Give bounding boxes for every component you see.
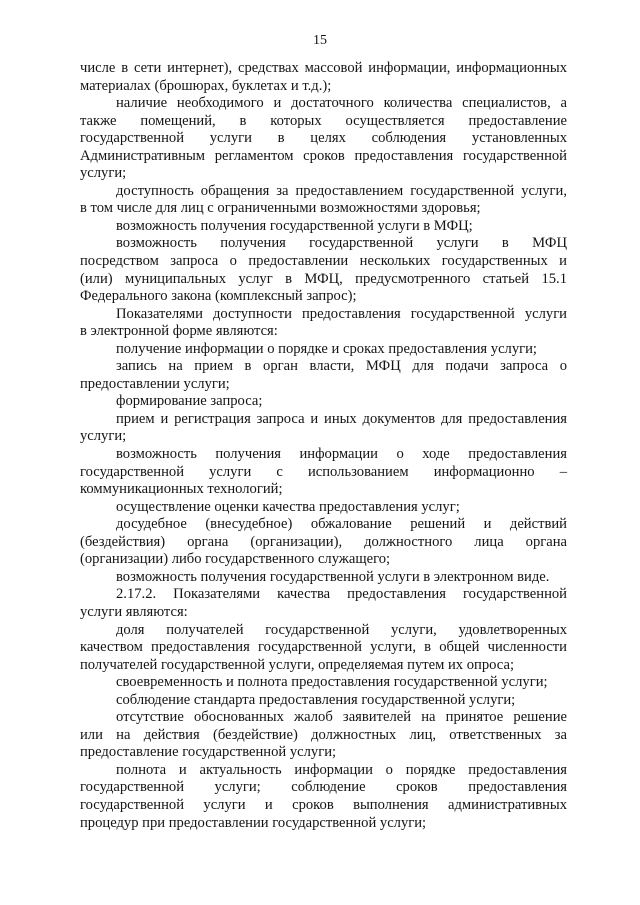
text-line: коммуникационных технологий; xyxy=(80,481,283,498)
text-line: прием и регистрация запроса и иных документов для предоставления xyxy=(116,410,567,427)
text-line: осуществление оценки качества предоставления услуг; xyxy=(116,498,460,515)
text-line: возможность получения государственной услуги в МФЦ xyxy=(116,235,567,252)
text-line: государственной услуги с использованием информационно – xyxy=(80,463,567,480)
text-line: предоставлении услуги; xyxy=(80,375,230,392)
text-line: услуги являются: xyxy=(80,603,188,620)
text-line: получателей государственной услуги, определяемая путем их опроса; xyxy=(80,656,514,673)
text-line: получение информации о порядке и сроках предоставления услуги; xyxy=(116,340,537,357)
document-body xyxy=(80,60,567,832)
text-line: процедур при предоставлении государственной услуги; xyxy=(80,814,427,831)
text-line: услуги; xyxy=(80,165,127,182)
text-line: Федерального закона (комплексный запрос); xyxy=(80,288,357,305)
text-line: Административным регламентом сроков предоставления государственной xyxy=(80,147,567,164)
text-line: предоставление государственной услуги; xyxy=(80,744,337,761)
text-line: 2.17.2. Показателями качества предоставления государственной xyxy=(116,586,567,603)
text-line: формирование запроса; xyxy=(116,393,263,410)
text-line: в том числе для лиц с ограниченными возможностями здоровья; xyxy=(80,200,481,217)
text-line: (или) муниципальных услуг в МФЦ, предусмотренного статьей 15.1 xyxy=(80,270,567,287)
text-line: своевременность и полнота предоставления государственной услуги; xyxy=(116,674,548,691)
text-line: возможность получения государственной услуги в МФЦ; xyxy=(116,217,473,234)
text-line: государственной услуги; соблюдение сроков предоставления xyxy=(80,779,567,796)
text-line: доля получателей государственной услуги, удовлетворенных xyxy=(116,621,567,638)
text-line: досудебное (внесудебное) обжалование решений и действий xyxy=(116,516,567,533)
text-line: Показателями доступности предоставления государственной услуги xyxy=(116,305,567,322)
text-line: (бездействия) органа (организации), должностного лица органа xyxy=(80,533,567,550)
text-line: (организации) либо государственного служащего; xyxy=(80,551,391,568)
text-line: запись на прием в орган власти, МФЦ для подачи запроса о xyxy=(116,358,567,375)
text-line: материалах (брошюрах, буклетах и т.д.); xyxy=(80,77,332,94)
text-line: посредством запроса о предоставлении нескольких государственных и xyxy=(80,253,567,270)
text-line: отсутствие обоснованных жалоб заявителей на принятое решение xyxy=(116,709,567,726)
text-line: возможность получения информации о ходе предоставления xyxy=(116,446,567,463)
text-line: полнота и актуальность информации о порядке предоставления xyxy=(116,761,567,778)
text-line: или на действия (бездействие) должностных лиц, ответственных за xyxy=(80,726,567,743)
text-line: доступность обращения за предоставлением государственной услуги, xyxy=(116,182,567,199)
text-line: государственной услуги в целях соблюдения установленных xyxy=(80,130,567,147)
text-line: возможность получения государственной услуги в электронном виде. xyxy=(116,568,550,585)
text-line: государственной услуги и сроков выполнения административных xyxy=(80,796,567,813)
text-line: наличие необходимого и достаточного количества специалистов, а xyxy=(116,95,567,112)
text-line: также помещений, в которых осуществляется предоставление xyxy=(80,112,567,129)
text-line: в электронной форме являются: xyxy=(80,323,278,340)
text-line: услуги; xyxy=(80,428,127,445)
page-number: 15 xyxy=(313,33,327,48)
text-line: качеством предоставления государственной услуги, в общей численности xyxy=(80,639,567,656)
text-line: числе в сети интернет), средствах массовой информации, информационных xyxy=(80,60,567,76)
text-line: соблюдение стандарта предоставления государственной услуги; xyxy=(116,691,516,708)
